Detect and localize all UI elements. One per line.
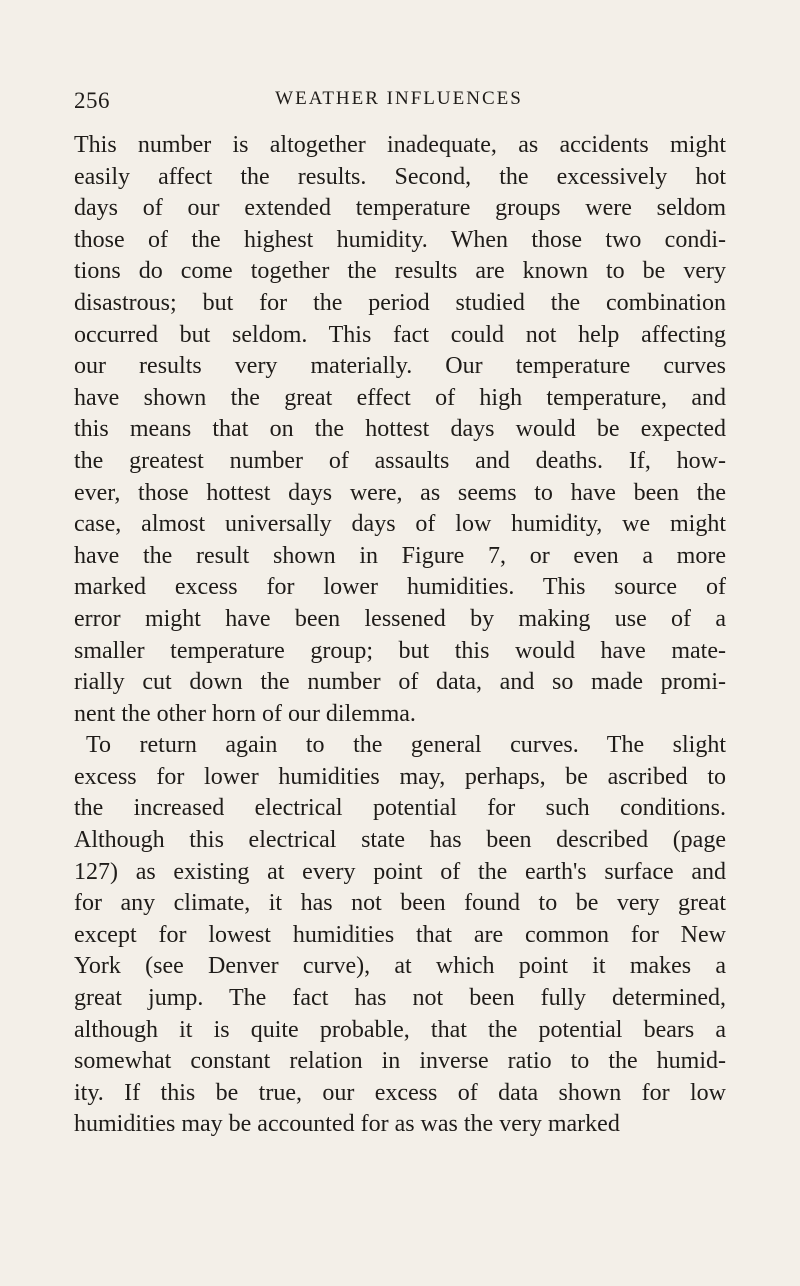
running-title: WEATHER INFLUENCES xyxy=(275,88,523,109)
text-line: ity. If this be true, our excess of data shown for low xyxy=(74,1079,726,1106)
text-line: have shown the great effect of high temperature, and xyxy=(74,384,726,411)
text-line: although it is quite probable, that the potential bears a xyxy=(74,1016,726,1043)
text-line: for any climate, it has not been found to be very great xyxy=(74,890,726,917)
text-line: humidities may be accounted for as was the very marked xyxy=(74,1111,620,1138)
text-line: have the result shown in Figure 7, or even a more xyxy=(74,542,726,569)
page-number: 256 xyxy=(74,88,110,113)
running-head xyxy=(74,88,724,118)
text-line: York (see Denver curve), at which point it makes a xyxy=(74,953,726,980)
text-line: this means that on the hottest days would be expected xyxy=(74,416,726,443)
text-line: Although this electrical state has been described (page xyxy=(74,827,726,854)
text-line: error might have been lessened by making use of a xyxy=(74,605,726,632)
text-line: smaller temperature group; but this would have mate- xyxy=(74,637,726,664)
text-line: tions do come together the results are known to be very xyxy=(74,258,726,285)
text-line: excess for lower humidities may, perhaps, be ascribed to xyxy=(74,763,726,790)
text-line-paragraph-start: To return again to the general curves. The slight xyxy=(86,732,726,759)
text-line: the greatest number of assaults and deaths. If, how- xyxy=(74,447,726,474)
text-line: our results very materially. Our temperature curves xyxy=(74,353,726,380)
text-line: This number is altogether inadequate, as accidents might xyxy=(74,132,726,158)
text-line: disastrous; but for the period studied the combination xyxy=(74,289,726,316)
body-text xyxy=(74,130,726,1141)
text-line: marked excess for lower humidities. This source of xyxy=(74,574,726,601)
text-line-paragraph-end: nent the other horn of our dilemma. xyxy=(74,700,416,727)
text-line: occurred but seldom. This fact could not help affecting xyxy=(74,321,726,348)
text-line: the increased electrical potential for such conditions. xyxy=(74,795,726,822)
text-line: rially cut down the number of data, and so made promi- xyxy=(74,669,726,696)
text-line: those of the highest humidity. When those two condi- xyxy=(74,226,726,253)
text-line: easily affect the results. Second, the excessively hot xyxy=(74,163,726,190)
text-line: great jump. The fact has not been fully determined, xyxy=(74,985,726,1012)
text-line: somewhat constant relation in inverse ratio to the humid- xyxy=(74,1048,726,1075)
text-line: case, almost universally days of low humidity, we might xyxy=(74,511,726,538)
text-line: ever, those hottest days were, as seems to have been the xyxy=(74,479,726,506)
text-line: days of our extended temperature groups were seldom xyxy=(74,195,726,222)
text-line: 127) as existing at every point of the earth's surface and xyxy=(74,858,726,885)
text-line: except for lowest humidities that are common for New xyxy=(74,921,726,948)
